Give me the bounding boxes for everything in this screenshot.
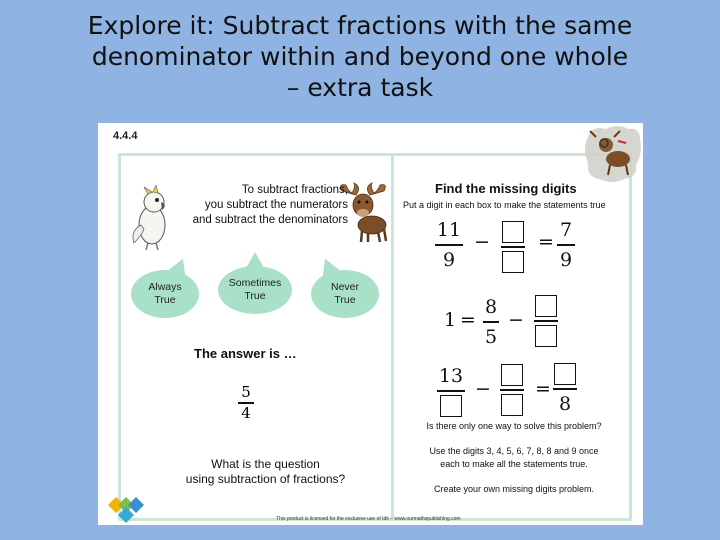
- digit-box[interactable]: [502, 221, 524, 243]
- digit-box[interactable]: [502, 251, 524, 273]
- prompt-create-own: Create your own missing digits problem.: [433, 484, 595, 494]
- eq1-fraction-a: [435, 219, 463, 271]
- eq2-minus: −: [508, 309, 524, 331]
- eq1-fraction-b: [501, 221, 525, 273]
- prompt-line: each to make all the statements true.: [440, 459, 588, 469]
- eq3-equals: =: [535, 378, 551, 400]
- title-line-2: denominator within and beyond one whole: [91, 42, 629, 71]
- answer-label: The answer is …: [194, 346, 297, 361]
- fraction-bar: [483, 321, 499, 323]
- fraction-bar: [534, 320, 558, 322]
- bubble-label: True: [154, 294, 176, 306]
- fraction-numerator: 7: [559, 219, 573, 241]
- bubble-sometimes-true: [218, 266, 292, 314]
- bubble-never-true: [311, 270, 379, 318]
- eq3-minus: −: [475, 378, 491, 400]
- missing-digits-title: Find the missing digits: [435, 181, 577, 196]
- eq2-equals: =: [460, 309, 476, 331]
- fraction-bar: [435, 244, 463, 246]
- bubble-always-true: [131, 270, 199, 318]
- fraction-bar: [553, 388, 577, 390]
- eq2-fraction-c: [534, 295, 558, 347]
- bubble-label: True: [334, 294, 356, 306]
- worksheet-image: [98, 123, 643, 525]
- statement-line: you subtract the numerators: [204, 199, 348, 211]
- prompt-one-way: Is there only one way to solve this problem?: [426, 421, 602, 431]
- statement-line: and subtract the denominators: [192, 214, 348, 226]
- missing-digits-subtitle: Put a digit in each box to make the statements true: [403, 200, 606, 210]
- fraction-numerator: 8: [484, 296, 498, 318]
- prompt-line: Use the digits 3, 4, 5, 6, 7, 8, 8 and 9 once: [429, 446, 599, 456]
- bubble-label: Never: [330, 281, 359, 293]
- question-line: using subtraction of fractions?: [185, 472, 346, 486]
- eq3-fraction-b: [500, 364, 524, 416]
- eq1-equals: =: [538, 231, 554, 253]
- digit-box[interactable]: [501, 394, 523, 416]
- can-do-maths-logo: [102, 487, 148, 523]
- digit-box[interactable]: [440, 395, 462, 417]
- fraction-numerator: 11: [436, 219, 462, 241]
- fraction-denominator: 8: [558, 392, 572, 415]
- moose-detective-illustration: [582, 123, 643, 185]
- digit-box[interactable]: [535, 295, 557, 317]
- fraction-bar: [501, 246, 525, 248]
- bubble-label: True: [244, 290, 266, 302]
- answer-fraction: [238, 384, 254, 422]
- bubble-label: Always: [148, 281, 182, 293]
- eq1-minus: −: [474, 231, 490, 253]
- question-line: What is the question: [211, 457, 320, 471]
- fraction-numerator: 5: [241, 383, 251, 401]
- fraction-denominator: 9: [442, 248, 456, 271]
- title-line-3: – extra task: [286, 73, 434, 102]
- digit-box[interactable]: [554, 363, 576, 385]
- fraction-bar: [500, 389, 524, 391]
- slide-title: [20, 10, 700, 103]
- statement-line: To subtract fractions,: [241, 184, 348, 196]
- fraction-bar: [437, 390, 465, 392]
- fraction-denominator: 9: [559, 248, 573, 271]
- eq3-fraction-a: [437, 365, 465, 417]
- bubble-label: Sometimes: [228, 277, 282, 289]
- fraction-denominator: 5: [484, 325, 498, 348]
- fraction-denominator: 4: [241, 403, 251, 422]
- digit-box[interactable]: [535, 325, 557, 347]
- eq2-lhs: 1: [444, 309, 457, 331]
- eq3-fraction-c: [553, 363, 577, 415]
- eq1-fraction-c: [557, 219, 575, 271]
- copyright-note: This product is licensed for the exclusive use of Idk – www.ourmathspublishing.com: [276, 516, 461, 522]
- lesson-code: 4.4.4: [113, 130, 138, 142]
- question-text: [183, 457, 348, 487]
- fraction-numerator: 13: [438, 365, 464, 387]
- fraction-bar: [557, 244, 575, 246]
- digit-box[interactable]: [501, 364, 523, 386]
- prompt-use-digits: [408, 445, 620, 471]
- statement-text: [168, 183, 348, 228]
- title-line-1: Explore it: Subtract fractions with the same: [87, 11, 633, 40]
- eq2-fraction-b: [483, 296, 499, 348]
